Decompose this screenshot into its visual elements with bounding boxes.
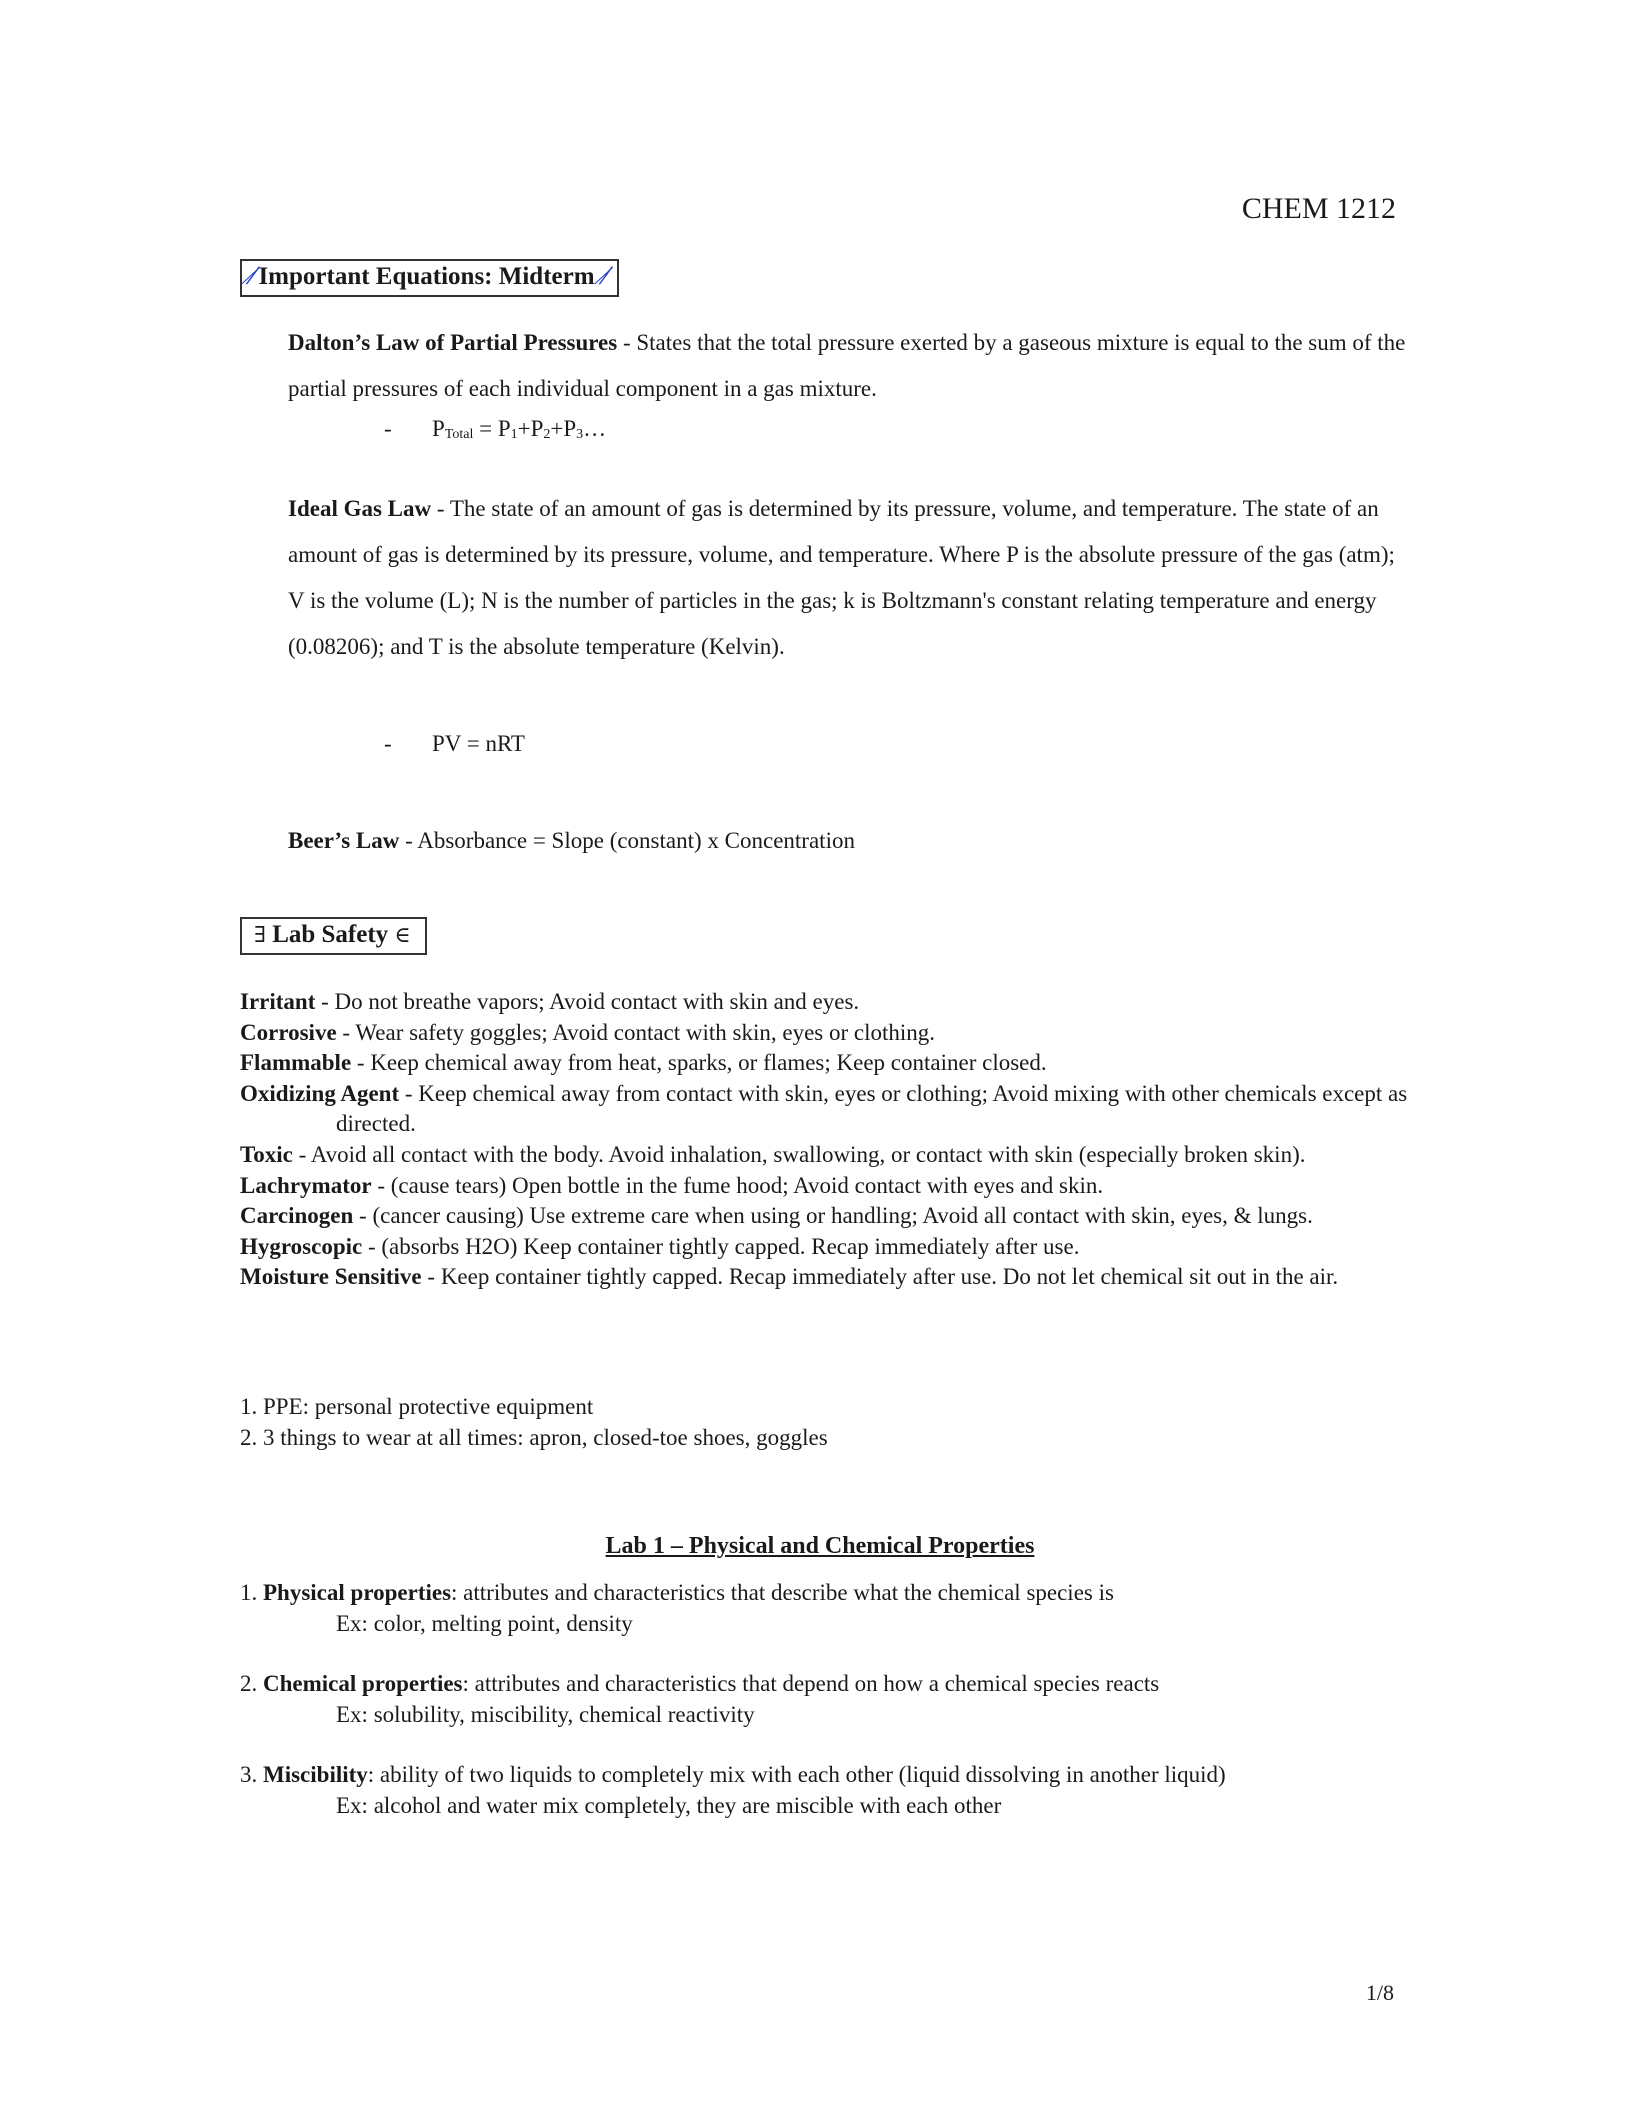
beers-law-paragraph [288, 818, 1408, 864]
list-item: 2. 3 things to wear at all times: apron, closed-toe shoes, goggles [240, 1424, 828, 1450]
item-term: Miscibility [263, 1762, 368, 1787]
safety-text: - Keep chemical away from heat, sparks, or flames; Keep container closed. [351, 1050, 1047, 1076]
lightning-icon: ∕̸ [596, 263, 611, 290]
ideal-gas-law-term: Ideal Gas Law [288, 496, 432, 521]
safety-item-moisture-sensitive [240, 1262, 1410, 1293]
safety-term: Lachrymator [240, 1172, 372, 1198]
safety-item-hygroscopic [240, 1232, 1410, 1263]
equation-bullet: - [384, 416, 392, 441]
example-line: Ex: color, melting point, density [336, 1610, 633, 1636]
safety-section-title [240, 917, 427, 955]
safety-term: Irritant [240, 989, 316, 1014]
ideal-gas-law-definition: - The state of an amount of gas is determined by its pressure, volume, and temperature. The state of an amount of gas is determined by its pressure, volume, and temperature. Where P is the absolute pressure of the gas (atm); V is the volume (L); N is the number of particles in the gas; k is Boltzmann's constant relating temperature and energy (0.08206); and T is the absolute temperature (Kelvin). [288, 496, 1395, 659]
eq-subscript: 3 [576, 427, 584, 442]
equations-title-text: Important Equations: Midterm [258, 263, 595, 290]
lightning-icon: ∕̸ [243, 263, 258, 290]
eq-subscript: Total [444, 427, 474, 442]
dalton-law-definition: - States that the total pressure exerted by a gaseous mixture is equal to the sum of the partial pressures of each individual component in a gas mixture. [288, 330, 1406, 401]
eq-subscript: 1 [510, 427, 518, 442]
eq-symbol: +P [550, 416, 577, 441]
eq-symbol: = P [473, 416, 511, 441]
safety-title-text: Lab Safety [272, 921, 389, 948]
safety-term: Corrosive [240, 1019, 337, 1045]
safety-term: Carcinogen [240, 1203, 354, 1229]
ideal-gas-equation-text: PV = nRT [432, 731, 525, 756]
equations-section-title [240, 259, 619, 297]
item-number: 2. [240, 1671, 263, 1696]
safety-text: - Keep chemical away from contact with skin, eyes or clothing; Avoid mixing with other chemicals except as directed. [336, 1080, 1408, 1137]
item-number: 3. [240, 1762, 263, 1787]
item-term: Physical properties [263, 1580, 452, 1605]
safety-item-flammable [240, 1048, 1410, 1079]
item-term: Chemical properties [263, 1671, 463, 1696]
eq-subscript: 2 [543, 427, 551, 442]
item-number: 1. [240, 1580, 263, 1605]
beers-law-term: Beer’s Law [288, 828, 400, 853]
ideal-gas-equation [384, 731, 525, 757]
list-item: 1. PPE: personal protective equipment [240, 1394, 594, 1419]
example-line: Ex: alcohol and water mix completely, they are miscible with each other [336, 1792, 1002, 1818]
safety-text: - (cancer causing) Use extreme care when using or handling; Avoid all contact with skin, eyes, & lungs. [353, 1203, 1313, 1229]
definition-line [240, 1578, 1420, 1609]
safety-text: - Do not breathe vapors; Avoid contact with skin and eyes. [315, 989, 860, 1014]
safety-text: - Avoid all contact with the body. Avoid inhalation, swallowing, or contact with skin (especially broken skin). [292, 1141, 1306, 1167]
item-text: : attributes and characteristics that describe what the chemical species is [451, 1580, 1114, 1605]
safety-text: - Keep container tightly capped. Recap immediately after use. Do not let chemical sit out in the air. [421, 1264, 1339, 1290]
safety-term: Moisture Sensitive [240, 1264, 422, 1290]
lab1-item-miscibility [240, 1760, 1420, 1821]
item-text: : ability of two liquids to completely mix with each other (liquid dissolving in another liquid) [367, 1762, 1226, 1787]
item-text: : attributes and characteristics that depend on how a chemical species reacts [462, 1671, 1160, 1696]
lab1-item-physical-properties [240, 1578, 1420, 1639]
safety-term: Oxidizing Agent [240, 1080, 400, 1106]
example-line: Ex: solubility, miscibility, chemical reactivity [336, 1701, 755, 1727]
eq-symbol: +P [517, 416, 544, 441]
safety-item-toxic [240, 1140, 1410, 1171]
page-number: 1/8 [1365, 1980, 1394, 2005]
definition-line [240, 1669, 1420, 1700]
eq-symbol: P [432, 416, 445, 441]
ideal-gas-law-paragraph [288, 486, 1408, 670]
eq-symbol: … [583, 416, 607, 441]
safety-term: Toxic [240, 1141, 293, 1167]
safety-item-carcinogen [240, 1201, 1410, 1232]
dalton-law-paragraph [288, 320, 1408, 412]
safety-text: - (absorbs H2O) Keep container tightly capped. Recap immediately after use. [362, 1233, 1080, 1259]
safety-item-oxidizing-agent [240, 1079, 1410, 1140]
definition-line [240, 1760, 1420, 1791]
safety-text: - Wear safety goggles; Avoid contact with skin, eyes or clothing. [336, 1019, 936, 1045]
safety-notes-list [240, 1392, 828, 1453]
safety-item-corrosive [240, 1018, 1410, 1049]
hazard-icon: ∈ [394, 922, 411, 947]
safety-term: Flammable [240, 1050, 352, 1076]
safety-text: - (cause tears) Open bottle in the fume hood; Avoid contact with eyes and skin. [371, 1172, 1104, 1198]
safety-item-irritant [240, 987, 1410, 1018]
lab1-item-chemical-properties [240, 1669, 1420, 1730]
safety-item-lachrymator [240, 1171, 1410, 1202]
beers-law-definition: - Absorbance = Slope (constant) x Concentration [399, 828, 855, 853]
dalton-law-term: Dalton’s Law of Partial Pressures [288, 330, 618, 355]
lab1-heading: Lab 1 – Physical and Chemical Properties [605, 1533, 1035, 1559]
course-code: CHEM 1212 [1241, 192, 1396, 225]
hazard-icon: ∃ [254, 922, 266, 947]
safety-term: Hygroscopic [240, 1233, 363, 1259]
safety-definitions-list [240, 987, 1410, 1293]
dalton-equation [384, 416, 606, 443]
equation-bullet: - [384, 731, 392, 756]
